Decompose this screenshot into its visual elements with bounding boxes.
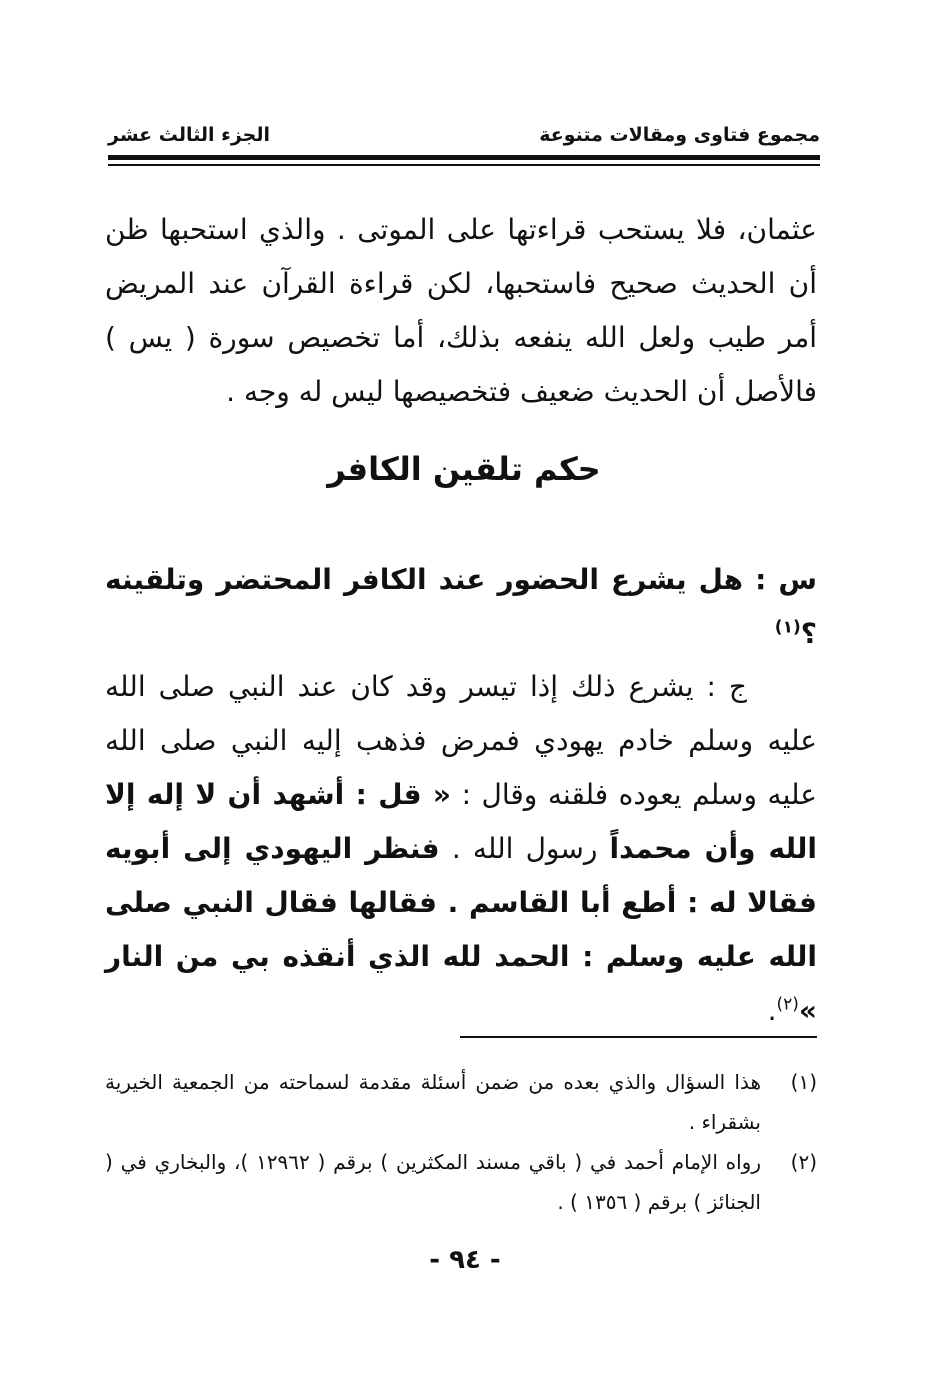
question-text: س : هل يشرع الحضور عند الكافر المحتضر وتلقينه ؟ — [105, 563, 817, 650]
footnote-text: هذا السؤال والذي بعده من ضمن أسئلة مقدمة لسماحته من الجمعية الخيرية بشقراء . — [105, 1070, 761, 1134]
answer-text-1: ج : يشرع ذلك إذا تيسر وقد كان عند النبي صلى الله عليه وسلم خادم يهودي فمرض فذهب إليه النبي صلى الله عليه وسلم يعوده فلقنه وقال : — [105, 670, 817, 811]
footnote-ref-2: (٢) — [776, 994, 799, 1015]
footnote-number: (٢) — [790, 1150, 817, 1174]
answer-text-2: رسول الله . — [451, 832, 598, 865]
paragraph-1: عثمان، فلا يستحب قراءتها على الموتى . والذي استحبها ظن أن الحديث صحيح فاستحبها، لكن قراءة القرآن عند المريض أمر طيب ولعل الله ينفعه بذلك، أما تخصيص سورة ( يس ) فالأصل أن الحديث ضعيف فتخصيصها ليس له وجه . — [105, 213, 817, 408]
header-rule-thin — [108, 164, 820, 166]
hadith-quote-2: فنظر اليهودي إلى أبويه فقالا له : أطع أبا القاسم . فقالها فقال النبي صلى الله عليه وسلم : الحمد لله الذي أنقذه بي من النار » — [105, 832, 817, 1027]
header-rule-thick — [108, 155, 820, 160]
volume-label: الجزء الثالث عشر — [108, 124, 271, 146]
book-title: مجموع فتاوى ومقالات متنوعة — [539, 124, 820, 146]
footnote-number: (١) — [790, 1070, 817, 1094]
footnote-ref-1: (١) — [774, 617, 801, 638]
answer-paragraph — [105, 660, 817, 1038]
page-number: - ٩٤ - — [429, 1245, 501, 1275]
running-header — [108, 120, 820, 152]
footnote-1 — [105, 1062, 817, 1142]
footnote-separator — [460, 1036, 817, 1038]
answer-end: . — [767, 994, 777, 1027]
section-heading: حكم تلقين الكافر — [327, 450, 601, 488]
footnote-2 — [105, 1142, 817, 1222]
hadith-quote-1: « قل : أشهد أن لا إله إلا الله وأن محمداً — [105, 778, 818, 865]
footnotes — [105, 1062, 817, 1222]
footnote-text: رواه الإمام أحمد في ( باقي مسند المكثرين ) برقم ( ١٢٩٦٢ )، والبخاري في ( الجنائز ) برقم ( ١٣٥٦ ) . — [105, 1150, 762, 1214]
question-paragraph — [105, 553, 817, 661]
